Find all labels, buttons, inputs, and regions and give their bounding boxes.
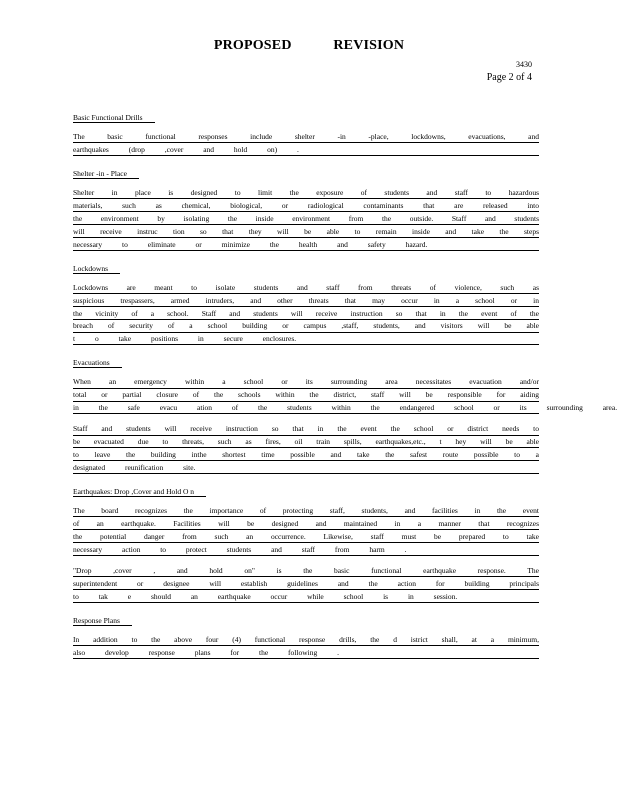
section-heading: Response Plans	[73, 616, 132, 626]
paragraph-line: of an earthquake. Facilities will be designed and maintained in a manner that recognizes	[73, 519, 539, 530]
document-number: 3430	[516, 60, 532, 69]
paragraph-line: breach of security of a school building or campus ,staff, students, and visitors will be able	[73, 321, 539, 332]
paragraph-line: total or partial closure of the schools within the district, staff will be responsible for aiding	[73, 390, 539, 401]
paragraph	[73, 635, 539, 659]
paragraph	[73, 566, 539, 603]
page-number: Page 2 of 4	[486, 72, 532, 83]
section-heading: Evacuations	[73, 358, 122, 368]
paragraph-line: necessary action to protect students and staff from harm .	[73, 545, 539, 556]
paragraph-line: When an emergency within a school or its surrounding area necessitates evacuation and/or	[73, 377, 539, 388]
document-title	[0, 38, 618, 54]
paragraph-line: the potential danger from such an occurrence. Likewise, staff must be prepared to take	[73, 532, 539, 543]
paragraph-line: to leave the building inthe shortest time possible and take the safest route possible to a	[73, 450, 539, 461]
paragraph	[73, 506, 539, 556]
paragraph-line: superintendent or designee will establish guidelines and the action for building principals	[73, 579, 539, 590]
section-heading: Shelter -in - Place	[73, 169, 139, 179]
paragraph-line: designated reunification site.	[73, 463, 539, 474]
paragraph-line: earthquakes (drop ,cover and hold on) .	[73, 145, 539, 156]
document-body	[73, 113, 618, 672]
paragraph-line: Lockdowns are meant to isolate students and staff from threats of violence, such as	[73, 283, 539, 294]
paragraph-line: suspicious trespassers, armed intruders, and other threats that may occur in a school or in	[73, 296, 539, 307]
paragraph	[73, 283, 539, 346]
section-heading: Basic Functional Drills	[73, 113, 155, 123]
paragraph-line: In addition to the above four (4) functional response drills, the d istrict shall, at a minimum,	[73, 635, 539, 646]
section	[73, 169, 539, 251]
paragraph	[73, 132, 539, 156]
section	[73, 358, 618, 474]
paragraph-line: materials, such as chemical, biological, or radiological contaminants that are released into	[73, 201, 539, 212]
paragraph-line: "Drop ,cover , and hold on" is the basic functional earthquake response. The	[73, 566, 539, 577]
paragraph-line: the vicinity of a school. Staff and students will receive instruction so that in the event of the	[73, 309, 539, 320]
paragraph-line: Shelter in place is designed to limit the exposure of students and staff to hazardous	[73, 188, 539, 199]
paragraph	[73, 424, 539, 474]
section-heading: Lockdowns	[73, 264, 120, 274]
section	[73, 616, 539, 659]
title-word-1: PROPOSED	[213, 38, 292, 53]
paragraph	[73, 188, 539, 251]
section	[73, 264, 539, 346]
paragraph-line: Staff and students will receive instruction so that in the event the school or district needs to	[73, 424, 539, 435]
paragraph-line: t o take positions in secure enclosures.	[73, 334, 539, 345]
paragraph-line: The board recognizes the importance of protecting staff, students, and facilities in the event	[73, 506, 539, 517]
section	[73, 113, 539, 156]
section-heading: Earthquakes: Drop ,Cover and Hold O n	[73, 487, 206, 497]
paragraph-line: will receive instruc tion so that they will be able to remain inside and take the steps	[73, 227, 539, 238]
title-word-2: REVISION	[333, 38, 405, 53]
paragraph-line: necessary to eliminate or minimize the health and safety hazard.	[73, 240, 539, 251]
paragraph-line: the environment by isolating the inside environment from the outside. Staff and students	[73, 214, 539, 225]
paragraph-line: be evacuated due to threats, such as fires, oil train spills, earthquakes,etc., t hey will be able	[73, 437, 539, 448]
paragraph	[73, 377, 618, 414]
paragraph-line: also develop response plans for the following .	[73, 648, 539, 659]
paragraph-line: in the safe evacu ation of the students within the endangered school or its surrounding area.	[73, 403, 539, 414]
section	[73, 487, 539, 603]
paragraph-line: The basic functional responses include shelter -in -place, lockdowns, evacuations, and	[73, 132, 539, 143]
paragraph-line: to tak e should an earthquake occur while school is in session.	[73, 592, 539, 603]
